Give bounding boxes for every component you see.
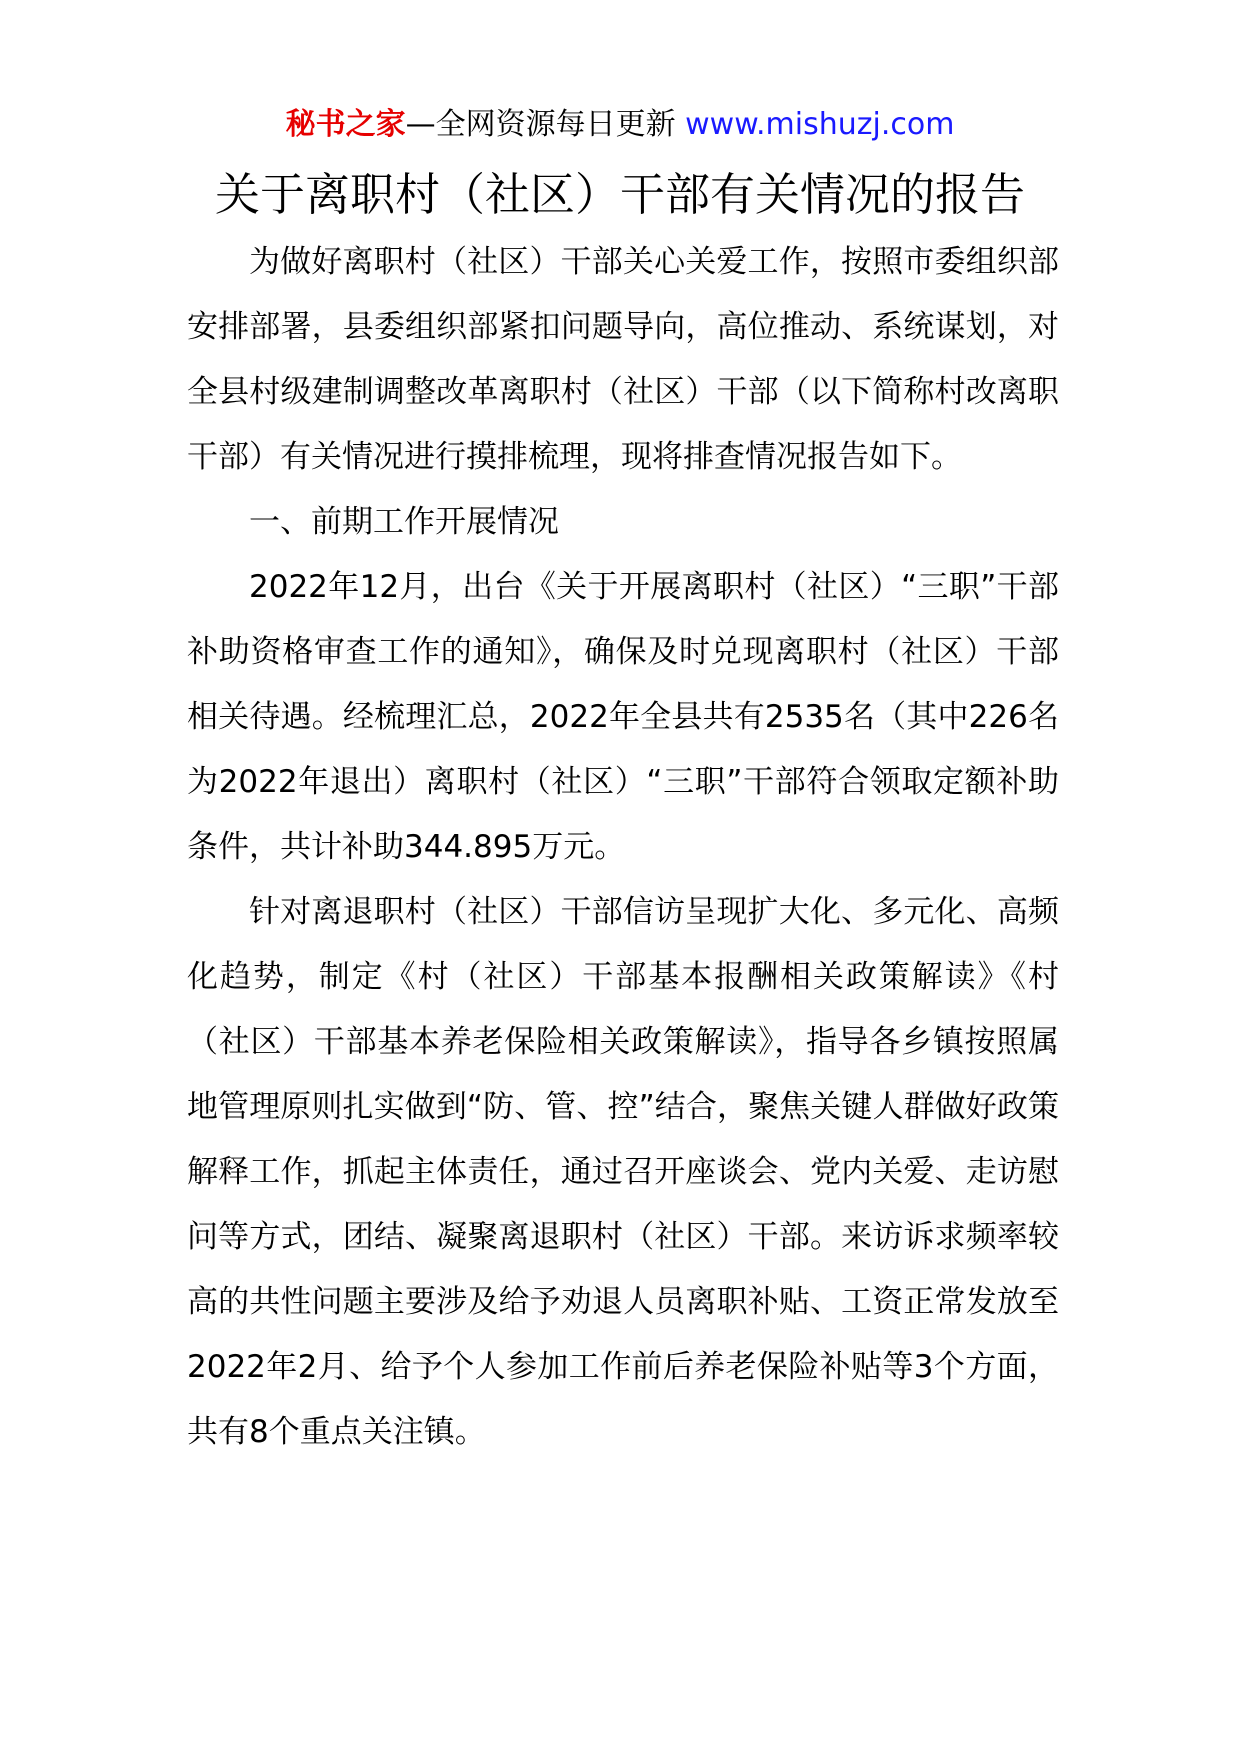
banner-slogan: —全网资源每日更新 (405, 107, 676, 142)
banner-brand: 秘书之家 (285, 107, 406, 142)
banner-url-link[interactable]: www.mishuzj.com (685, 107, 955, 142)
section-heading: 一、前期工作开展情况 (249, 504, 559, 540)
section-paragraph-2: 针对离退职村（社区）干部信访呈现扩大化、多元化、高频化趋势，制定《村（社区）干部基本报酬相关政策解读》《村（社区）干部基本养老保险相关政策解读》，指导各乡镇按照属地管理原则扎实做到“防、管、控”结合，聚焦关键人群做好政策解释工作，抓起主体责任，通过召开座谈会、党内关爱、走访慰问等方式，团结、凝聚离退职村（社区）干部。来访诉求频率较高的共性问题主要涉及给予劝退人员离职补贴、工资正常发放至2022年2月、给予个人参加工作前后养老保险补贴等3个方面，共有8个重点关注镇。 (187, 894, 1059, 1450)
document-body (187, 230, 1059, 1465)
site-banner (0, 100, 1240, 150)
intro-paragraph: 为做好离职村（社区）干部关心关爱工作，按照市委组织部安排部署，县委组织部紧扣问题导向，高位推动、系统谋划，对全县村级建制调整改革离职村（社区）干部（以下简称村改离职干部）有关情况进行摸排梳理，现将排查情况报告如下。 (187, 244, 1059, 475)
document-title: 关于离职村（社区）干部有关情况的报告 (214, 168, 1025, 221)
section-paragraph-1: 2022年12月，出台《关于开展离职村（社区）“三职”干部补助资格审查工作的通知》，确保及时兑现离职村（社区）干部相关待遇。经梳理汇总，2022年全县共有2535名（其中226名为2022年退出）离职村（社区）“三职”干部符合领取定额补助条件，共计补助344.895万元。 (187, 569, 1059, 865)
